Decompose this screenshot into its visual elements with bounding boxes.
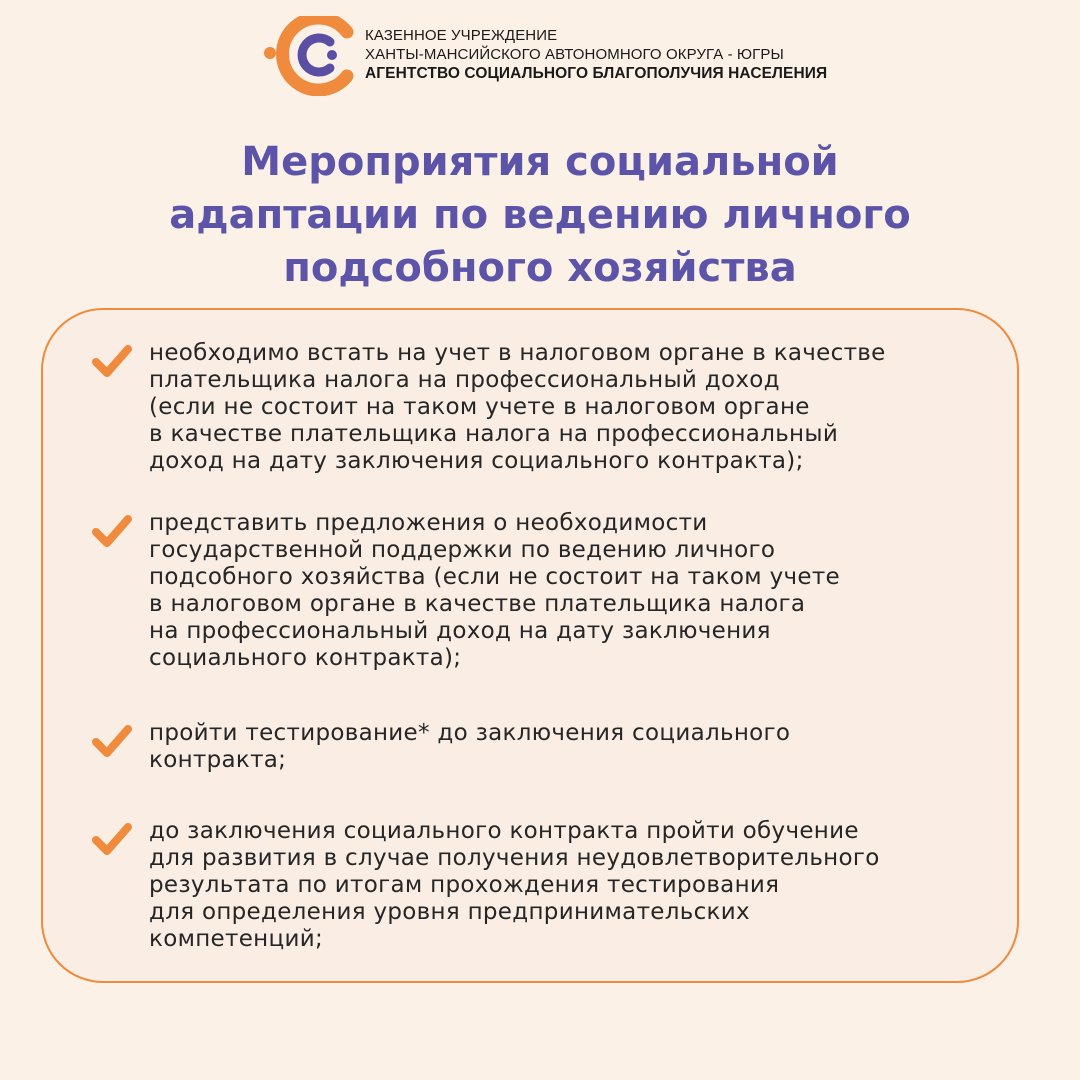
- list-item-text: пройти тестирование* до заключения социального контракта;: [149, 720, 791, 773]
- title-line-2: адаптации по ведению личного: [169, 192, 911, 238]
- check-icon: [91, 820, 133, 860]
- header: [262, 16, 862, 96]
- requirements-card: [41, 308, 1019, 983]
- title-line-3: подсобного хозяйства: [283, 245, 797, 291]
- list-item-text: необходимо встать на учет в налоговом органе в качестве плательщика налога на профессиональный доход (если не состоит на таком учете в налоговом органе в качестве плательщика налога на профессиональный доход на дату заключения социального контракта);: [149, 340, 886, 474]
- check-icon: [91, 342, 133, 382]
- organization-line-3: АГЕНТСТВО СОЦИАЛЬНОГО БЛАГОПОЛУЧИЯ НАСЕЛЕНИЯ: [365, 65, 828, 82]
- agency-logo-icon: [262, 16, 362, 96]
- organization-line-1: КАЗЕННОЕ УЧРЕЖДЕНИЕ: [365, 27, 558, 44]
- organization-name: [365, 26, 827, 83]
- check-icon: [91, 512, 133, 552]
- list-item-text: до заключения социального контракта пройти обучение для развития в случае получения неудовлетворительного результата по итогам прохождения тестирования для определения уровня предпринимательских компетенций;: [149, 818, 880, 952]
- page-title: [0, 136, 1080, 295]
- check-icon: [91, 722, 133, 762]
- title-line-1: Мероприятия социальной: [241, 139, 839, 185]
- organization-line-2: ХАНТЫ-МАНСИЙСКОГО АВТОНОМНОГО ОКРУГА - ЮГРЫ: [365, 46, 784, 63]
- list-item-text: представить предложения о необходимости государственной поддержки по ведению личного подсобного хозяйства (если не состоит на таком учете в налоговом органе в качестве плательщика налога на профессиональный доход на дату заключения социального контракта);: [149, 510, 840, 671]
